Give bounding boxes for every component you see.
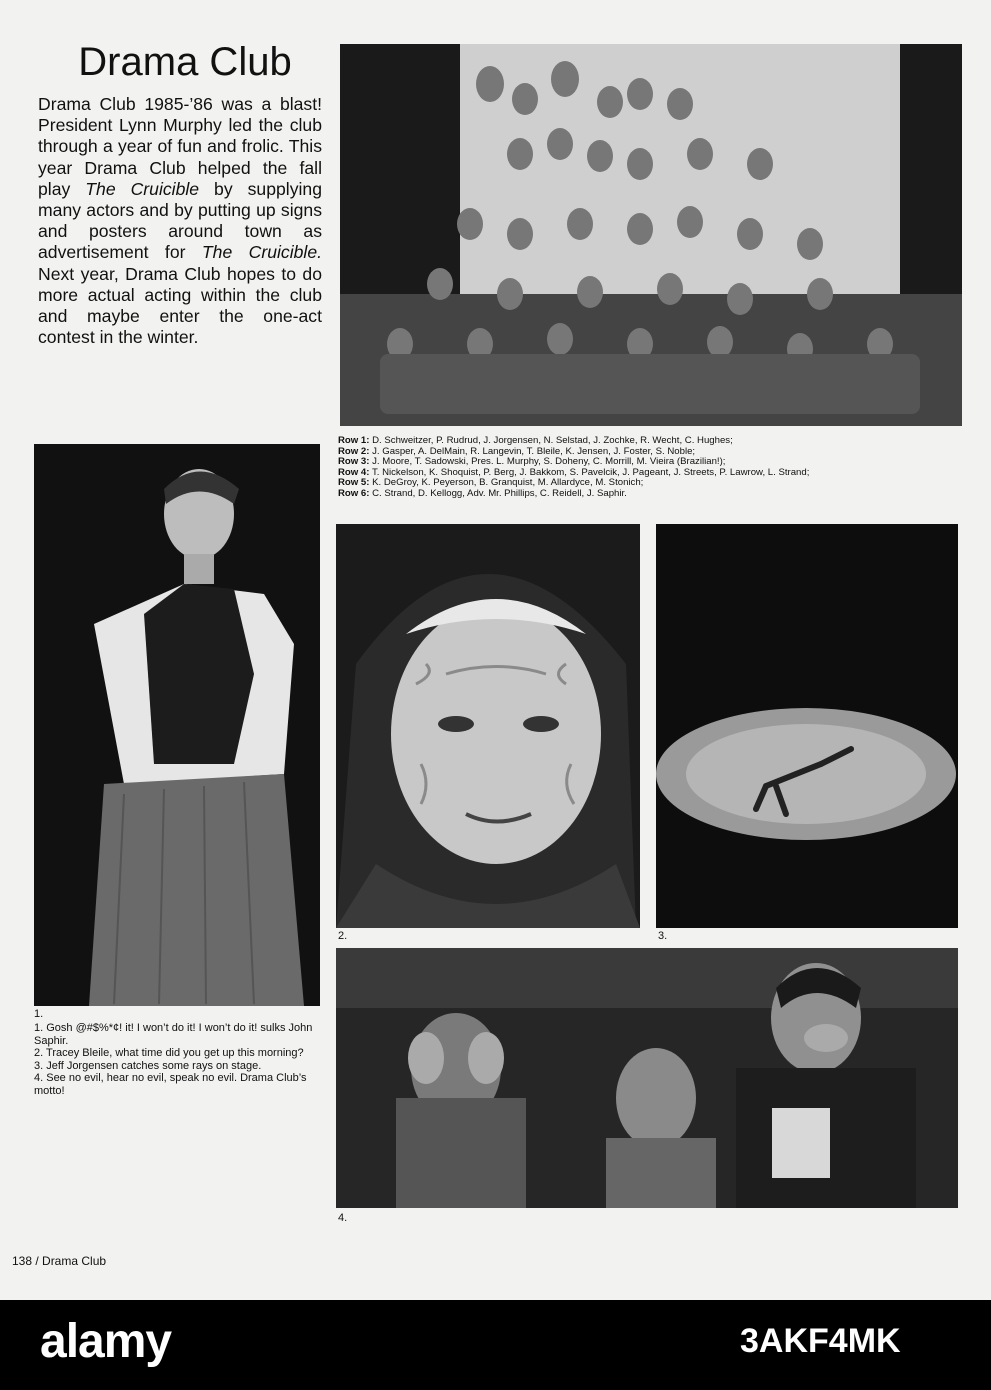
photo-1-actor-costume: [34, 444, 320, 1006]
watermark-id: 3AKF4MK: [740, 1322, 901, 1360]
caption-4: 4. See no evil, hear no evil, speak no evil. Drama Club’s motto!: [34, 1072, 307, 1097]
photo-4-see-no-evil: [336, 948, 958, 1208]
credit-row-names: T. Nickelson, K. Shoquist, P. Berg, J. Bakkom, S. Pavelcik, J. Pageant, J. Streets, P. Lawrow, L. Strand;: [371, 466, 810, 478]
photo-number-4: 4.: [338, 1212, 348, 1224]
credit-row-label: Row 1:: [338, 435, 370, 446]
credit-row-names: K. DeGroy, K. Peyerson, B. Granquist, M. Allardyce, M. Stonich;: [372, 477, 644, 489]
intro-paragraph: [38, 94, 322, 348]
credit-row: [338, 488, 627, 499]
watermark-logo: alamy: [40, 1315, 172, 1368]
photo-number-1: 1.: [34, 1008, 44, 1020]
photo-captions: [34, 1022, 320, 1098]
intro-segment: Drama Club 1985-’86 was a blast! President Lynn Murphy led the club through a year of fun and frolic. This year Drama Club helped the fall play: [38, 94, 322, 199]
watermark-banner: [0, 1300, 991, 1390]
credit-row: [338, 456, 725, 467]
credit-row: [338, 477, 643, 488]
photo-2-makeup-closeup: [336, 524, 640, 928]
page-footer: 138 / Drama Club: [12, 1254, 107, 1268]
caption-3: 3. Jeff Jorgensen catches some rays on stage.: [34, 1059, 262, 1072]
credit-row-label: Row 2:: [338, 445, 370, 457]
credit-row-label: Row 3:: [338, 456, 370, 468]
credit-row: [338, 435, 733, 446]
intro-italic-title: The Cruicible.: [201, 242, 322, 263]
group-photo: [340, 44, 962, 426]
credit-row-label: Row 4:: [338, 466, 370, 478]
credit-row-label: Row 6:: [338, 487, 370, 499]
caption-1: 1. Gosh @#$%*¢! it! I won’t do it! I won’t do it! sulks John Saphir.: [34, 1022, 313, 1047]
credit-row-names: D. Schweitzer, P. Rudrud, J. Jorgensen, N. Selstad, J. Zochke, R. Wecht, C. Hughes;: [372, 435, 733, 446]
photo-3-spotlight-stage: [656, 524, 958, 928]
page-title: Drama Club: [78, 40, 292, 84]
credit-row-names: C. Strand, D. Kellogg, Adv. Mr. Phillips, C. Reidell, J. Saphir.: [372, 487, 627, 499]
caption-2: 2. Tracey Bleile, what time did you get up this morning?: [34, 1047, 304, 1060]
intro-segment: Next year, Drama Club hopes to do more actual acting within the club and maybe enter the one-act contest in the winter.: [38, 263, 322, 348]
credit-row-names: J. Moore, T. Sadowski, Pres. L. Murphy, S. Doheny, C. Morrill, M. Vieira (Brazilian!);: [372, 456, 726, 468]
photo-number-3: 3.: [658, 930, 668, 942]
intro-segment: by supplying many actors and by putting up signs and posters around town as advertisement for: [38, 178, 322, 263]
credit-row-names: J. Gasper, A. DelMain, R. Langevin, T. Bleile, K. Jensen, J. Foster, S. Noble;: [372, 445, 696, 457]
photo-number-2: 2.: [338, 930, 348, 942]
group-photo-credits: [338, 436, 918, 500]
credit-row: [338, 446, 695, 457]
intro-italic-title: The Cruicible: [85, 178, 200, 199]
credit-row-label: Row 5:: [338, 477, 370, 489]
credit-row: [338, 467, 809, 478]
